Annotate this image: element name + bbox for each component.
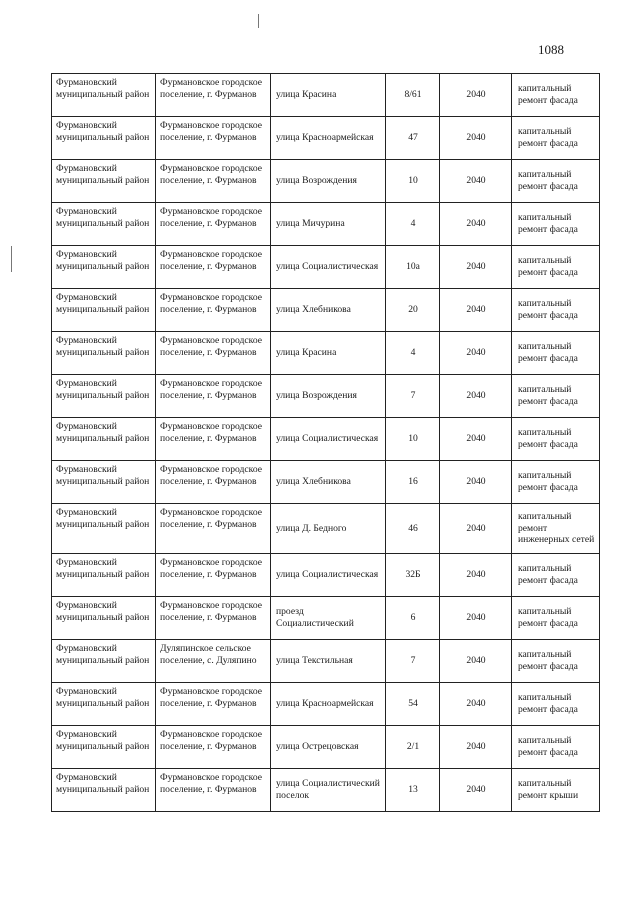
scan-mark-left	[11, 246, 12, 272]
house-number-cell: 7	[386, 640, 440, 683]
house-number-cell: 4	[386, 203, 440, 246]
house-number-cell: 4	[386, 332, 440, 375]
settlement-cell: Фурмановское городское поселение, г. Фурманов	[156, 418, 271, 461]
table-row	[52, 554, 600, 597]
street-cell: улица Острецовская	[271, 726, 386, 769]
district-cell: Фурмановский муниципальный район	[52, 418, 156, 461]
settlement-cell: Фурмановское городское поселение, г. Фурманов	[156, 769, 271, 812]
settlement-cell: Фурмановское городское поселение, г. Фурманов	[156, 726, 271, 769]
district-cell: Фурмановский муниципальный район	[52, 74, 156, 117]
year-cell: 2040	[440, 117, 512, 160]
district-cell: Фурмановский муниципальный район	[52, 160, 156, 203]
district-cell: Фурмановский муниципальный район	[52, 332, 156, 375]
table-row	[52, 683, 600, 726]
year-cell: 2040	[440, 504, 512, 554]
table-row	[52, 289, 600, 332]
table-row	[52, 769, 600, 812]
house-number-cell: 47	[386, 117, 440, 160]
district-cell: Фурмановский муниципальный район	[52, 289, 156, 332]
table-row	[52, 640, 600, 683]
street-cell: улица Хлебникова	[271, 461, 386, 504]
district-cell: Фурмановский муниципальный район	[52, 246, 156, 289]
year-cell: 2040	[440, 640, 512, 683]
year-cell: 2040	[440, 375, 512, 418]
work-type-cell: капитальный ремонт фасада	[512, 418, 600, 461]
work-type-cell: капитальный ремонт фасада	[512, 683, 600, 726]
year-cell: 2040	[440, 726, 512, 769]
year-cell: 2040	[440, 769, 512, 812]
year-cell: 2040	[440, 203, 512, 246]
street-cell: улица Хлебникова	[271, 289, 386, 332]
table-row	[52, 117, 600, 160]
house-number-cell: 32Б	[386, 554, 440, 597]
year-cell: 2040	[440, 461, 512, 504]
work-type-cell: капитальный ремонт фасада	[512, 246, 600, 289]
table-row	[52, 246, 600, 289]
table-row	[52, 160, 600, 203]
street-cell: улица Социалистическая	[271, 246, 386, 289]
settlement-cell: Фурмановское городское поселение, г. Фурманов	[156, 597, 271, 640]
table-row	[52, 375, 600, 418]
work-type-cell: капитальный ремонт фасада	[512, 554, 600, 597]
district-cell: Фурмановский муниципальный район	[52, 375, 156, 418]
settlement-cell: Фурмановское городское поселение, г. Фурманов	[156, 117, 271, 160]
house-number-cell: 10	[386, 418, 440, 461]
repair-schedule-table	[51, 73, 600, 812]
table-row	[52, 726, 600, 769]
street-cell: проезд Социалистический	[271, 597, 386, 640]
year-cell: 2040	[440, 418, 512, 461]
settlement-cell: Фурмановское городское поселение, г. Фурманов	[156, 203, 271, 246]
house-number-cell: 7	[386, 375, 440, 418]
settlement-cell: Фурмановское городское поселение, г. Фурманов	[156, 289, 271, 332]
house-number-cell: 13	[386, 769, 440, 812]
house-number-cell: 20	[386, 289, 440, 332]
house-number-cell: 10	[386, 160, 440, 203]
work-type-cell: капитальный ремонт крыши	[512, 769, 600, 812]
table-row	[52, 597, 600, 640]
work-type-cell: капитальный ремонт инженерных сетей	[512, 504, 600, 554]
work-type-cell: капитальный ремонт фасада	[512, 640, 600, 683]
settlement-cell: Фурмановское городское поселение, г. Фурманов	[156, 160, 271, 203]
house-number-cell: 10а	[386, 246, 440, 289]
street-cell: улица Мичурина	[271, 203, 386, 246]
work-type-cell: капитальный ремонт фасада	[512, 597, 600, 640]
work-type-cell: капитальный ремонт фасада	[512, 289, 600, 332]
table-row	[52, 74, 600, 117]
year-cell: 2040	[440, 289, 512, 332]
street-cell: улица Социалистический поселок	[271, 769, 386, 812]
table-row	[52, 332, 600, 375]
street-cell: улица Социалистическая	[271, 418, 386, 461]
year-cell: 2040	[440, 332, 512, 375]
work-type-cell: капитальный ремонт фасада	[512, 726, 600, 769]
settlement-cell: Фурмановское городское поселение, г. Фурманов	[156, 246, 271, 289]
house-number-cell: 16	[386, 461, 440, 504]
scan-mark-top	[258, 14, 259, 28]
street-cell: улица Красноармейская	[271, 683, 386, 726]
house-number-cell: 2/1	[386, 726, 440, 769]
settlement-cell: Фурмановское городское поселение, г. Фурманов	[156, 74, 271, 117]
street-cell: улица Возрождения	[271, 160, 386, 203]
house-number-cell: 6	[386, 597, 440, 640]
settlement-cell: Фурмановское городское поселение, г. Фурманов	[156, 554, 271, 597]
street-cell: улица Красина	[271, 74, 386, 117]
year-cell: 2040	[440, 597, 512, 640]
work-type-cell: капитальный ремонт фасада	[512, 375, 600, 418]
year-cell: 2040	[440, 683, 512, 726]
house-number-cell: 8/61	[386, 74, 440, 117]
year-cell: 2040	[440, 160, 512, 203]
year-cell: 2040	[440, 554, 512, 597]
street-cell: улица Текстильная	[271, 640, 386, 683]
table-row	[52, 203, 600, 246]
house-number-cell: 54	[386, 683, 440, 726]
street-cell: улица Красина	[271, 332, 386, 375]
district-cell: Фурмановский муниципальный район	[52, 461, 156, 504]
district-cell: Фурмановский муниципальный район	[52, 554, 156, 597]
settlement-cell: Дуляпинское сельское поселение, с. Дуляпино	[156, 640, 271, 683]
street-cell: улица Д. Бедного	[271, 504, 386, 554]
settlement-cell: Фурмановское городское поселение, г. Фурманов	[156, 332, 271, 375]
district-cell: Фурмановский муниципальный район	[52, 203, 156, 246]
street-cell: улица Возрождения	[271, 375, 386, 418]
work-type-cell: капитальный ремонт фасада	[512, 203, 600, 246]
district-cell: Фурмановский муниципальный район	[52, 726, 156, 769]
district-cell: Фурмановский муниципальный район	[52, 504, 156, 554]
page-number: 1088	[538, 42, 564, 57]
settlement-cell: Фурмановское городское поселение, г. Фурманов	[156, 504, 271, 554]
settlement-cell: Фурмановское городское поселение, г. Фурманов	[156, 461, 271, 504]
house-number-cell: 46	[386, 504, 440, 554]
district-cell: Фурмановский муниципальный район	[52, 640, 156, 683]
district-cell: Фурмановский муниципальный район	[52, 769, 156, 812]
settlement-cell: Фурмановское городское поселение, г. Фурманов	[156, 683, 271, 726]
district-cell: Фурмановский муниципальный район	[52, 597, 156, 640]
work-type-cell: капитальный ремонт фасада	[512, 160, 600, 203]
table-row	[52, 504, 600, 554]
table-row	[52, 418, 600, 461]
settlement-cell: Фурмановское городское поселение, г. Фурманов	[156, 375, 271, 418]
work-type-cell: капитальный ремонт фасада	[512, 461, 600, 504]
work-type-cell: капитальный ремонт фасада	[512, 332, 600, 375]
district-cell: Фурмановский муниципальный район	[52, 117, 156, 160]
district-cell: Фурмановский муниципальный район	[52, 683, 156, 726]
work-type-cell: капитальный ремонт фасада	[512, 74, 600, 117]
table-row	[52, 461, 600, 504]
work-type-cell: капитальный ремонт фасада	[512, 117, 600, 160]
street-cell: улица Красноармейская	[271, 117, 386, 160]
year-cell: 2040	[440, 246, 512, 289]
year-cell: 2040	[440, 74, 512, 117]
street-cell: улица Социалистическая	[271, 554, 386, 597]
